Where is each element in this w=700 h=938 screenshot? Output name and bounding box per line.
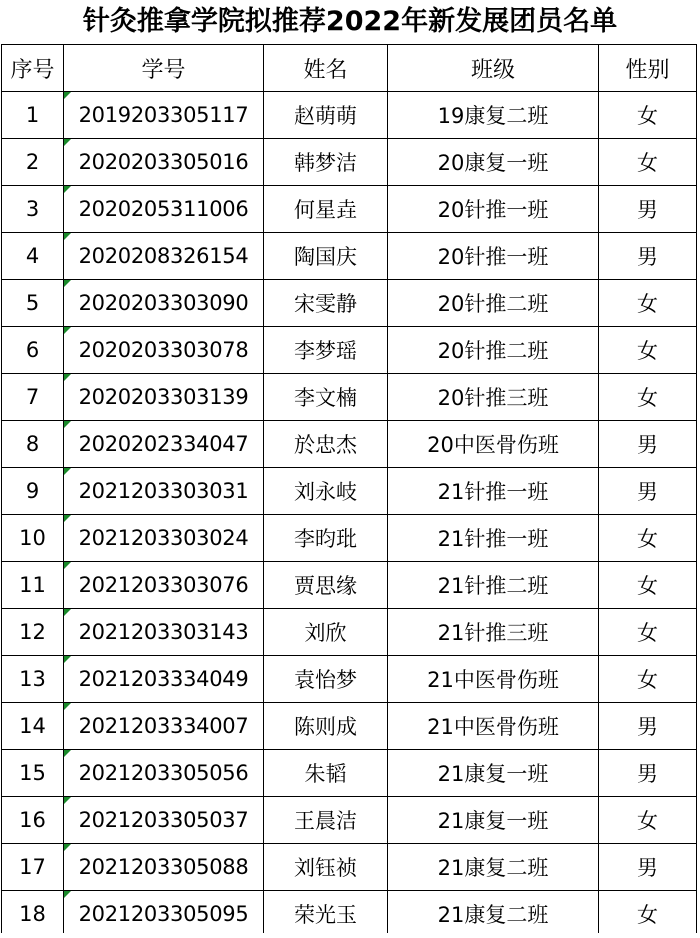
cell-name[interactable]: 李文楠 — [264, 374, 388, 421]
student-id-text: 2021203303076 — [78, 573, 249, 597]
text-number-indicator-icon — [64, 703, 71, 710]
cell-gender[interactable]: 男 — [599, 703, 697, 750]
cell-gender[interactable]: 女 — [599, 891, 697, 938]
text-number-indicator-icon — [64, 562, 71, 569]
text-number-indicator-icon — [64, 656, 71, 663]
text-number-indicator-icon — [64, 609, 71, 616]
cell-student-id[interactable] — [64, 186, 264, 233]
cell-gender[interactable]: 女 — [599, 609, 697, 656]
table-row[interactable] — [2, 844, 697, 891]
header-seq: 序号 — [2, 45, 64, 92]
cell-seq[interactable]: 5 — [2, 280, 64, 327]
table-row[interactable] — [2, 468, 697, 515]
cell-class[interactable]: 21针推一班 — [388, 515, 599, 562]
cell-class[interactable]: 21针推三班 — [388, 609, 599, 656]
cell-name[interactable]: 袁怡梦 — [264, 656, 388, 703]
cell-gender[interactable]: 女 — [599, 280, 697, 327]
table-row[interactable] — [2, 92, 697, 139]
cell-gender[interactable]: 女 — [599, 374, 697, 421]
student-id-text: 2020203303078 — [78, 338, 249, 362]
cell-student-id[interactable] — [64, 797, 264, 844]
cell-class[interactable]: 21中医骨伤班 — [388, 703, 599, 750]
student-id-text: 2021203334049 — [78, 667, 249, 691]
cell-class[interactable]: 21康复一班 — [388, 750, 599, 797]
cell-name[interactable]: 宋雯静 — [264, 280, 388, 327]
cell-seq[interactable]: 7 — [2, 374, 64, 421]
cell-class[interactable]: 20针推二班 — [388, 280, 599, 327]
text-number-indicator-icon — [64, 468, 71, 475]
cell-name[interactable]: 贾思缘 — [264, 562, 388, 609]
text-number-indicator-icon — [64, 92, 71, 99]
cell-name[interactable]: 刘欣 — [264, 609, 388, 656]
cell-seq[interactable]: 1 — [2, 92, 64, 139]
cell-class[interactable]: 20针推一班 — [388, 186, 599, 233]
cell-seq[interactable]: 16 — [2, 797, 64, 844]
table-row[interactable] — [2, 609, 697, 656]
cell-gender[interactable]: 女 — [599, 797, 697, 844]
text-number-indicator-icon — [64, 844, 71, 851]
student-id-text: 2020203305016 — [78, 150, 249, 174]
table-row[interactable] — [2, 797, 697, 844]
bottom-edge — [0, 933, 700, 938]
text-number-indicator-icon — [64, 797, 71, 804]
table-row[interactable] — [2, 562, 697, 609]
cell-gender[interactable]: 男 — [599, 186, 697, 233]
cell-gender[interactable]: 男 — [599, 233, 697, 280]
cell-gender[interactable]: 女 — [599, 92, 697, 139]
cell-student-id[interactable] — [64, 844, 264, 891]
cell-name[interactable]: 陶国庆 — [264, 233, 388, 280]
student-id-text: 2021203305088 — [78, 855, 249, 879]
cell-student-id[interactable] — [64, 233, 264, 280]
roster-table — [1, 44, 697, 938]
cell-name[interactable]: 朱韬 — [264, 750, 388, 797]
table-row[interactable] — [2, 280, 697, 327]
cell-class[interactable]: 21康复一班 — [388, 797, 599, 844]
cell-class[interactable]: 21针推二班 — [388, 562, 599, 609]
cell-name[interactable]: 韩梦洁 — [264, 139, 388, 186]
text-number-indicator-icon — [64, 139, 71, 146]
cell-name[interactable]: 荣光玉 — [264, 891, 388, 938]
cell-student-id[interactable] — [64, 421, 264, 468]
text-number-indicator-icon — [64, 233, 71, 240]
text-number-indicator-icon — [64, 515, 71, 522]
text-number-indicator-icon — [64, 280, 71, 287]
table-row[interactable] — [2, 891, 697, 938]
cell-name[interactable]: 赵萌萌 — [264, 92, 388, 139]
table-row[interactable] — [2, 327, 697, 374]
cell-student-id[interactable] — [64, 374, 264, 421]
cell-student-id[interactable] — [64, 750, 264, 797]
header-name: 姓名 — [264, 45, 388, 92]
text-number-indicator-icon — [64, 186, 71, 193]
header-class: 班级 — [388, 45, 599, 92]
cell-name[interactable]: 何星垚 — [264, 186, 388, 233]
text-number-indicator-icon — [64, 327, 71, 334]
table-row[interactable] — [2, 139, 697, 186]
cell-student-id[interactable] — [64, 515, 264, 562]
cell-seq[interactable]: 6 — [2, 327, 64, 374]
cell-student-id[interactable] — [64, 92, 264, 139]
student-id-text: 2021203303031 — [78, 479, 249, 503]
cell-class[interactable]: 21针推一班 — [388, 468, 599, 515]
cell-name[interactable]: 於忠杰 — [264, 421, 388, 468]
text-number-indicator-icon — [64, 750, 71, 757]
text-number-indicator-icon — [64, 421, 71, 428]
cell-seq[interactable]: 12 — [2, 609, 64, 656]
cell-class[interactable]: 21康复二班 — [388, 891, 599, 938]
cell-gender[interactable]: 女 — [599, 515, 697, 562]
cell-name[interactable]: 刘钰祯 — [264, 844, 388, 891]
table-row[interactable] — [2, 703, 697, 750]
cell-class[interactable]: 19康复二班 — [388, 92, 599, 139]
cell-class[interactable]: 20针推二班 — [388, 327, 599, 374]
student-id-text: 2021203334007 — [78, 714, 249, 738]
text-number-indicator-icon — [64, 374, 71, 381]
cell-seq[interactable]: 18 — [2, 891, 64, 938]
cell-gender[interactable]: 男 — [599, 750, 697, 797]
cell-gender[interactable]: 男 — [599, 468, 697, 515]
table-row[interactable] — [2, 515, 697, 562]
student-id-text: 2021203303143 — [78, 620, 249, 644]
student-id-text: 2020203303090 — [78, 291, 249, 315]
cell-student-id[interactable] — [64, 656, 264, 703]
cell-class[interactable]: 20中医骨伤班 — [388, 421, 599, 468]
cell-gender[interactable]: 女 — [599, 656, 697, 703]
cell-class[interactable]: 21中医骨伤班 — [388, 656, 599, 703]
cell-seq[interactable]: 9 — [2, 468, 64, 515]
cell-name[interactable]: 李梦瑶 — [264, 327, 388, 374]
cell-class[interactable]: 21康复二班 — [388, 844, 599, 891]
cell-seq[interactable]: 13 — [2, 656, 64, 703]
cell-name[interactable]: 李昀玭 — [264, 515, 388, 562]
cell-class[interactable]: 20针推一班 — [388, 233, 599, 280]
cell-gender[interactable]: 女 — [599, 562, 697, 609]
cell-gender[interactable]: 女 — [599, 139, 697, 186]
cell-seq[interactable]: 17 — [2, 844, 64, 891]
header-gender: 性别 — [599, 45, 697, 92]
cell-seq[interactable]: 3 — [2, 186, 64, 233]
cell-student-id[interactable] — [64, 891, 264, 938]
cell-seq[interactable]: 15 — [2, 750, 64, 797]
header-row — [2, 45, 697, 92]
cell-name[interactable]: 陈则成 — [264, 703, 388, 750]
header-student-id: 学号 — [64, 45, 264, 92]
student-id-text: 2019203305117 — [78, 103, 249, 127]
cell-name[interactable]: 王晨洁 — [264, 797, 388, 844]
cell-class[interactable]: 20康复一班 — [388, 139, 599, 186]
student-id-text: 2020202334047 — [78, 432, 249, 456]
text-number-indicator-icon — [64, 891, 71, 898]
table-row[interactable] — [2, 750, 697, 797]
student-id-text: 2021203305095 — [78, 902, 249, 926]
cell-seq[interactable]: 4 — [2, 233, 64, 280]
cell-gender[interactable]: 男 — [599, 421, 697, 468]
table-row[interactable] — [2, 374, 697, 421]
cell-seq[interactable]: 10 — [2, 515, 64, 562]
student-id-text: 2020203303139 — [78, 385, 249, 409]
cell-seq[interactable]: 2 — [2, 139, 64, 186]
page-title: 针灸推拿学院拟推荐2022年新发展团员名单 — [82, 6, 618, 37]
cell-student-id[interactable] — [64, 280, 264, 327]
cell-student-id[interactable] — [64, 139, 264, 186]
student-id-text: 2021203303024 — [78, 526, 249, 550]
table-row[interactable] — [2, 233, 697, 280]
cell-seq[interactable]: 11 — [2, 562, 64, 609]
cell-name[interactable]: 刘永岐 — [264, 468, 388, 515]
student-id-text: 2021203305037 — [78, 808, 249, 832]
cell-student-id[interactable] — [64, 468, 264, 515]
table-row[interactable] — [2, 656, 697, 703]
cell-class[interactable]: 20针推三班 — [388, 374, 599, 421]
cell-gender[interactable]: 男 — [599, 844, 697, 891]
table-row[interactable] — [2, 421, 697, 468]
cell-gender[interactable]: 女 — [599, 327, 697, 374]
cell-student-id[interactable] — [64, 562, 264, 609]
cell-seq[interactable]: 14 — [2, 703, 64, 750]
student-id-text: 2020208326154 — [78, 244, 249, 268]
cell-student-id[interactable] — [64, 609, 264, 656]
cell-student-id[interactable] — [64, 703, 264, 750]
student-id-text: 2021203305056 — [78, 761, 249, 785]
table-row[interactable] — [2, 186, 697, 233]
student-id-text: 2020205311006 — [78, 197, 249, 221]
roster-body — [2, 92, 697, 938]
cell-seq[interactable]: 8 — [2, 421, 64, 468]
cell-student-id[interactable] — [64, 327, 264, 374]
